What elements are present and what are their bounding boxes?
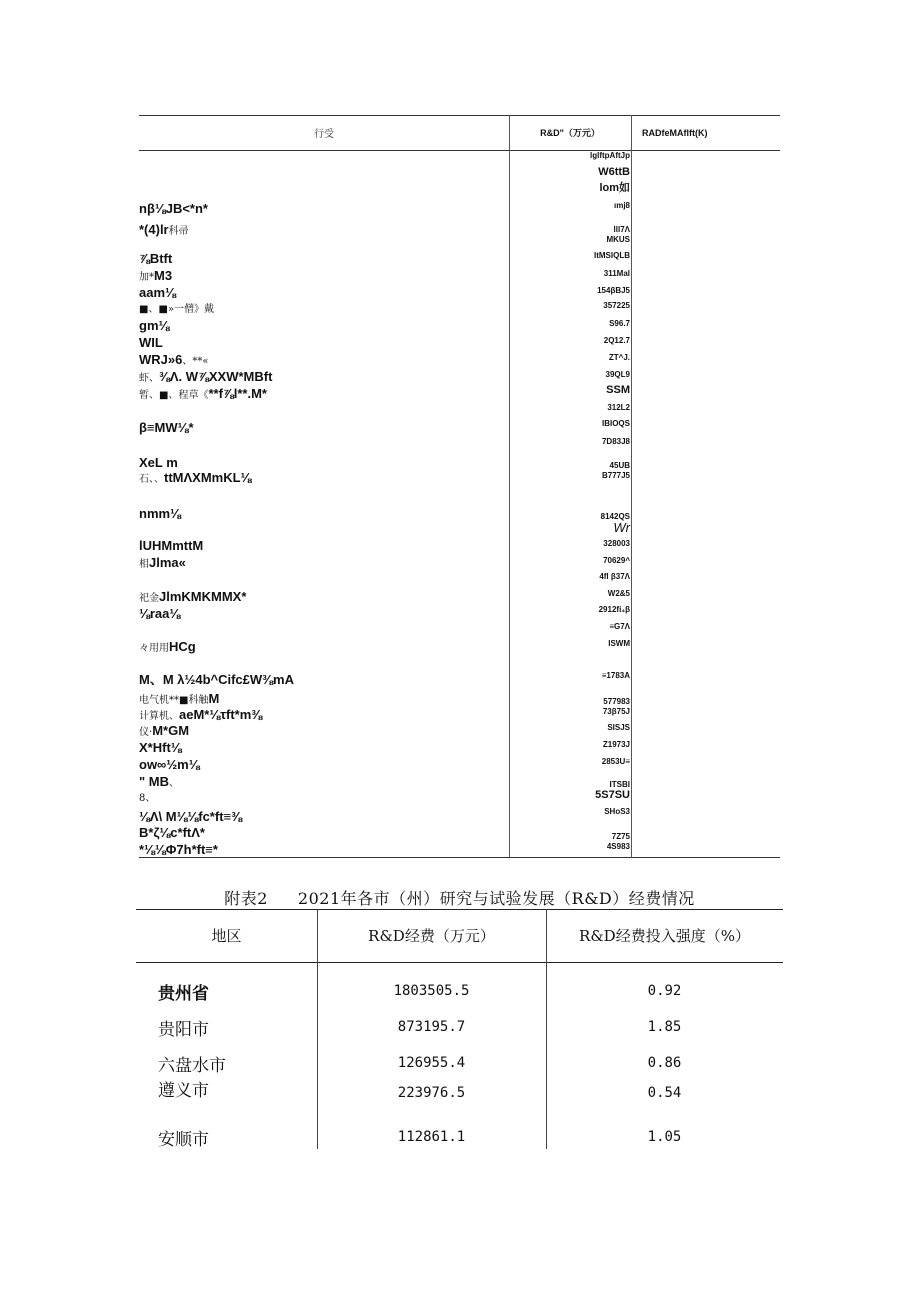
industry-label-part: **f⅞l**. (208, 386, 252, 401)
industry-label (139, 606, 180, 622)
industry-label-part: M (208, 691, 220, 706)
industry-label-part: WRJ»6 (139, 352, 183, 367)
header-region: 地区 (211, 927, 242, 945)
industry-label (139, 842, 218, 858)
rd-funds-value: lglftpAftJp (590, 151, 630, 160)
industry-label (139, 809, 242, 825)
industry-label (139, 201, 208, 217)
industry-label-part: gm⅛ (139, 318, 170, 333)
column-divider (509, 115, 510, 858)
intensity-cell: 1.85 (647, 1019, 682, 1035)
industry-label-part: " MB (139, 774, 169, 789)
industry-label-cn-part: 加* (139, 272, 154, 283)
industry-label-part: lUHMmttM (139, 538, 204, 553)
industry-label (139, 740, 182, 756)
rd-funds-value: ZT^J. (608, 353, 630, 362)
region-cell: 六盘水市 (158, 1056, 226, 1076)
region-cell: 安顺市 (158, 1130, 209, 1150)
rd-funds-value: 39QL9 (605, 370, 630, 379)
industry-label-cn-part: 虾、 (139, 373, 159, 384)
header-rd-funds: R&D经费（万元） (368, 927, 495, 945)
industry-label-part: *(4)lr (139, 222, 169, 237)
rd-funds-value: 5S7SU (595, 789, 630, 801)
industry-table (139, 115, 780, 858)
industry-label (139, 589, 246, 607)
industry-label (139, 555, 186, 573)
industry-label-part: nmm⅛ (139, 506, 181, 521)
industry-label-part: M3 (154, 268, 173, 283)
industry-label (139, 538, 203, 554)
rd-funds-value: 4fl β37Λ (599, 572, 630, 581)
industry-label-cn-part: 々用用 (139, 643, 169, 654)
rd-funds-value: ITSBI (609, 780, 630, 789)
rd-funds-value: W6ttB (598, 166, 630, 178)
industry-label (139, 352, 208, 370)
rd-funds-value: 7Z75 (611, 832, 630, 841)
industry-label-part: aam⅛ (139, 285, 176, 300)
industry-label-part: B*ζ⅛c*ftΛ* (139, 825, 205, 840)
table-bottom-rule (139, 857, 780, 858)
industry-label-part: X*Hft⅛ (139, 740, 182, 755)
rd-funds-value: 577983 (603, 697, 630, 706)
industry-label (139, 723, 189, 741)
table-caption (139, 886, 780, 909)
rd-funds-value: lll7Λ (613, 225, 630, 234)
industry-label (139, 222, 189, 240)
funds-cell: 873195.7 (397, 1019, 466, 1035)
industry-label-cn-part: 、 (169, 778, 179, 789)
industry-label-part: HCg (169, 639, 196, 654)
industry-label-cn-part: 、**« (182, 356, 209, 367)
header-rd-intensity: RADfeMAflft(K) (642, 127, 708, 138)
industry-label (139, 757, 200, 773)
rd-funds-value: 8142QS (600, 512, 630, 521)
industry-label (139, 455, 178, 471)
industry-label (139, 369, 272, 387)
rd-funds-value: 45UB (609, 461, 630, 470)
intensity-cell: 0.92 (647, 983, 682, 999)
caption-label: 附表2 (224, 889, 268, 908)
industry-label-part: ow∞½m⅛ (139, 757, 200, 772)
region-cell: 遵义市 (158, 1081, 209, 1101)
industry-label-part: ttMΛXMmKL⅛ (164, 470, 252, 485)
industry-label (139, 420, 194, 436)
rd-funds-value: 2912fi₄β (598, 605, 630, 614)
industry-label-cn-part: 祀金 (139, 593, 159, 604)
industry-label-part: M*GM (152, 723, 190, 738)
industry-label-part: M* (251, 386, 267, 401)
industry-label-cn-part: 8、 (139, 793, 156, 804)
funds-cell: 126955.4 (397, 1055, 466, 1071)
rd-funds-value: 73β75J (602, 707, 630, 716)
industry-label (139, 639, 196, 657)
industry-label-cn-part: 相 (139, 559, 149, 570)
industry-label-part: M、M λ½4b^Cifc£W⅜mA (139, 672, 294, 687)
intensity-cell: 0.54 (647, 1085, 682, 1101)
rd-funds-value: 2853U≡ (601, 757, 630, 766)
industry-label-cn-part: 仪· (139, 727, 153, 738)
industry-label (139, 300, 214, 318)
rd-funds-value: W2&5 (607, 589, 630, 598)
rd-funds-value: 328003 (603, 539, 630, 548)
rd-funds-value: 7D83J8 (601, 437, 630, 446)
header-rd-intensity: R&D经费投入强度（%） (579, 927, 750, 945)
rd-funds-value: 154βBJ5 (597, 286, 630, 295)
industry-label-cn-part: 科帚 (168, 226, 189, 237)
header-rule (139, 150, 780, 151)
industry-label-part: ⅛raa⅛ (139, 606, 181, 621)
industry-label (139, 789, 155, 807)
rd-funds-value: B777J5 (601, 471, 630, 480)
rd-funds-value: Z1973J (602, 740, 630, 749)
regional-rd-table (136, 909, 783, 1149)
rd-funds-value: ımj8 (613, 201, 630, 210)
industry-label-cn-part: 电气机**■科触 (139, 695, 209, 706)
region-cell: 贵州省 (158, 984, 209, 1004)
industry-label-cn-part: 石、、 (139, 474, 164, 485)
industry-label (139, 506, 181, 522)
rd-funds-value: 312L2 (607, 403, 630, 412)
rd-funds-value: 2Q12.7 (603, 336, 630, 345)
intensity-cell: 0.86 (647, 1055, 682, 1071)
rd-funds-value: lom如 (599, 182, 630, 194)
industry-label-part: aeM*⅛τft*m⅜ (179, 707, 263, 722)
industry-label-cn-part: 暂、■、程草《 (139, 390, 209, 401)
rd-funds-value: 4S983 (606, 842, 630, 851)
rd-funds-value: ISWM (608, 639, 630, 648)
rd-funds-value: ItMSIQLB (594, 251, 630, 260)
industry-label (139, 825, 205, 841)
header-rule (136, 962, 783, 963)
column-divider (631, 115, 632, 858)
industry-label-part: JlmKMKMMX* (159, 589, 247, 604)
rd-funds-value: 70629^ (603, 556, 630, 565)
funds-cell: 1803505.5 (393, 983, 470, 999)
rd-funds-value: ≡1783A (601, 671, 630, 680)
industry-label (139, 470, 251, 488)
rd-funds-value: ≡G7Λ (609, 622, 630, 631)
industry-label-part: ⅛Λ\ M⅛⅛fc*ft≡⅜ (139, 809, 242, 824)
industry-label-part: *⅛⅛Φ7h*ft≡* (139, 842, 218, 857)
industry-label-part: β≡MW⅛* (139, 420, 194, 435)
industry-label-cn-part: 计算机、 (139, 711, 179, 722)
industry-label (139, 672, 294, 688)
region-cell: 贵阳市 (158, 1020, 209, 1040)
header-rd-funds: R&D"（万元） (540, 128, 600, 138)
industry-label-cn-part: ■、■»一僧》戴 (139, 304, 215, 315)
rd-funds-value: SSM (606, 384, 630, 396)
industry-label (139, 318, 169, 334)
industry-label (139, 386, 267, 404)
industry-label (139, 335, 163, 351)
rd-funds-value: IBIOQS (601, 419, 630, 428)
header-industry: 行受 (314, 129, 334, 140)
rd-funds-value: S96.7 (609, 319, 630, 328)
industry-label (139, 251, 172, 267)
industry-label (139, 268, 172, 286)
industry-label-part: ⅜Λ. W⅞XXW*MBft (159, 369, 273, 384)
industry-label-part: XeL m (139, 455, 178, 470)
industry-label-part: WIL (139, 335, 163, 350)
rd-funds-value: MKUS (606, 235, 630, 244)
industry-label-part: ⅞Btft (139, 251, 173, 266)
caption-title: 2021年各市（州）研究与试验发展（R&D）经费情况 (297, 889, 695, 908)
rd-funds-value: 357225 (603, 301, 630, 310)
funds-cell: 112861.1 (397, 1129, 466, 1145)
industry-label-part: nβ⅛JB<*n* (139, 201, 208, 216)
intensity-cell: 1.05 (647, 1129, 682, 1145)
industry-label (139, 285, 176, 301)
industry-label-part: Jlma« (149, 555, 186, 570)
rd-funds-value: Wr (613, 520, 630, 535)
rd-funds-value: SISJS (607, 723, 630, 732)
funds-cell: 223976.5 (397, 1085, 466, 1101)
rd-funds-value: SHoS3 (604, 807, 630, 816)
rd-funds-value: 311Mal (603, 269, 630, 278)
